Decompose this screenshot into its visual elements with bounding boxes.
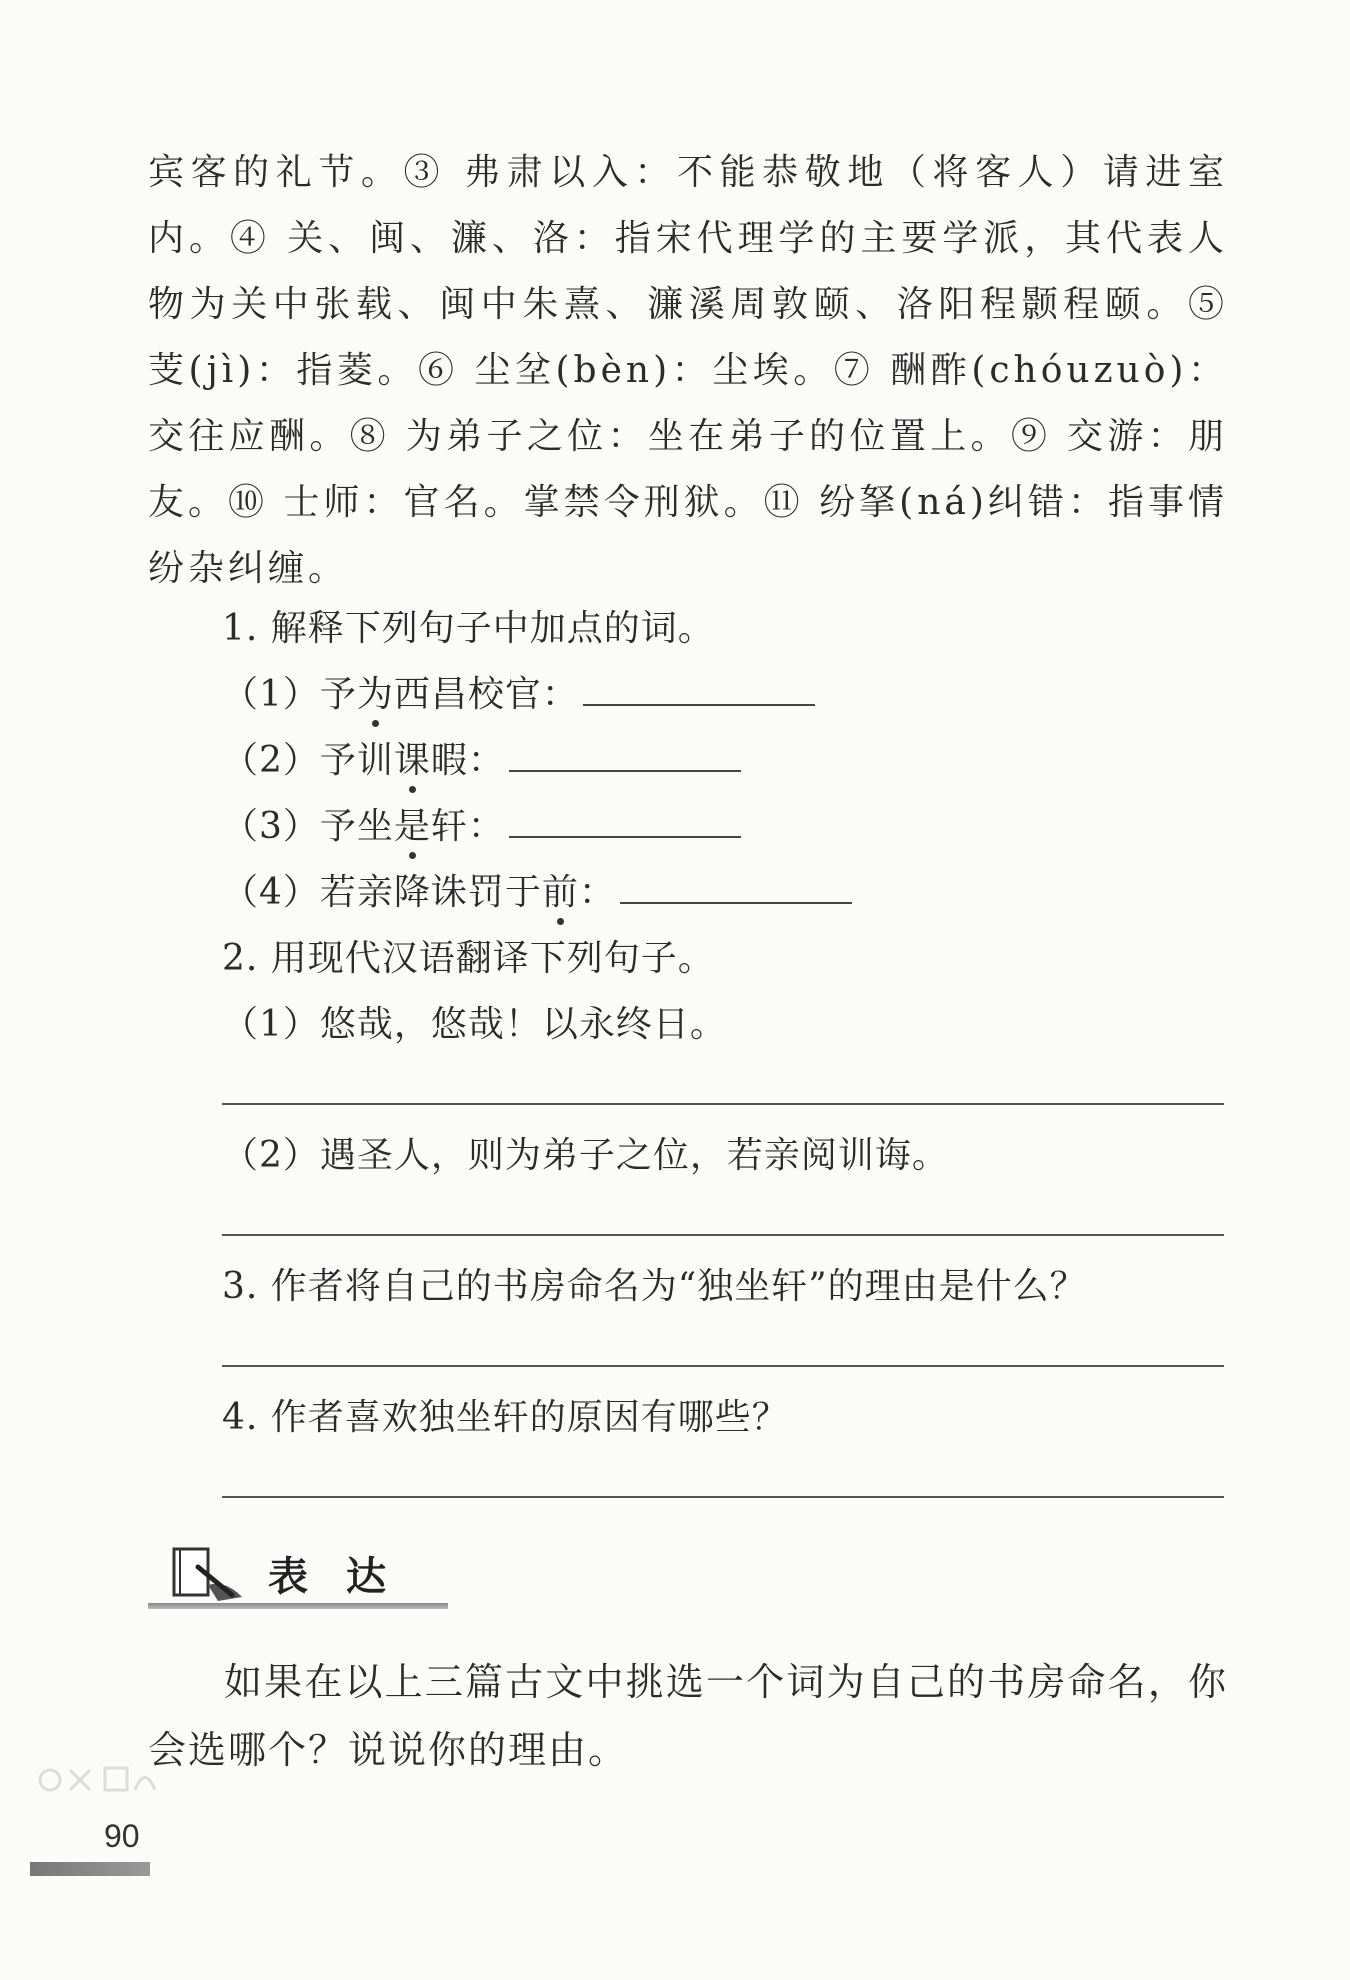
answer-line[interactable]	[222, 1103, 1224, 1105]
dotted-word: 为	[356, 674, 394, 715]
answer-line[interactable]	[222, 1496, 1224, 1498]
question-2-heading: 2. 用现代汉语翻译下列句子。	[222, 938, 715, 979]
answer-blank[interactable]	[620, 902, 852, 904]
section-title: 表达	[268, 1554, 424, 1600]
footnotes	[148, 140, 1228, 602]
book-pen-icon	[168, 1545, 248, 1607]
question-2-item-2: （2）遇圣人，则为弟子之位，若亲阅训诲。	[222, 1135, 949, 1176]
dotted-word: 前	[541, 872, 579, 913]
footnote-text: 宾客的礼节。③ 弗肃以入：不能恭敬地（将客人）请进室内。④ 关、闽、濂、洛：指宋代理学的主要学派，其代表人物为关中张载、闽中朱熹、濂溪周敦颐、洛阳程颢程颐。⑤ 芰(jì)：指菱。⑥ 尘坌(bèn)：尘埃。⑦ 酬酢(chóuzuò)：交往应酬。⑧ 为弟子之位：坐在弟子的位置上。⑨ 交游：朋友。⑩ 士师：官名。掌禁令刑狱。⑪ 纷拏(ná)纠错：指事情纷杂纠缠。	[148, 152, 1228, 589]
question-2-item-1: （1）悠哉，悠哉！以永终日。	[222, 1004, 727, 1045]
answer-line[interactable]	[222, 1365, 1224, 1367]
question-1-item-4: （4）若亲降诛罚于前：	[222, 864, 852, 915]
dotted-word: 课	[393, 740, 431, 781]
dotted-word: 是	[393, 806, 431, 847]
decorative-pattern	[30, 1760, 160, 1810]
answer-blank[interactable]	[583, 704, 815, 706]
answer-blank[interactable]	[509, 770, 741, 772]
answer-blank[interactable]	[509, 836, 741, 838]
question-1-heading: 1. 解释下列句子中加点的词。	[222, 608, 715, 649]
answer-line[interactable]	[222, 1234, 1224, 1236]
question-1-item-1: （1）予为西昌校官：	[222, 666, 815, 717]
question-1-item-3: （3）予坐是轩：	[222, 798, 741, 849]
page-number-bar	[30, 1862, 150, 1876]
question-1-item-2: （2）予训课暇：	[222, 732, 741, 783]
question-4-heading: 4. 作者喜欢独坐轩的原因有哪些？	[222, 1397, 789, 1438]
expression-prompt: 如果在以上三篇古文中挑选一个词为自己的书房命名，你会选哪个？说说你的理由。	[148, 1660, 1228, 1772]
question-3-heading: 3. 作者将自己的书房命名为“独坐轩”的理由是什么？	[222, 1266, 1087, 1307]
section-header-expression	[148, 1545, 448, 1615]
section-underline	[148, 1603, 448, 1609]
page-number: 90	[104, 1818, 140, 1854]
